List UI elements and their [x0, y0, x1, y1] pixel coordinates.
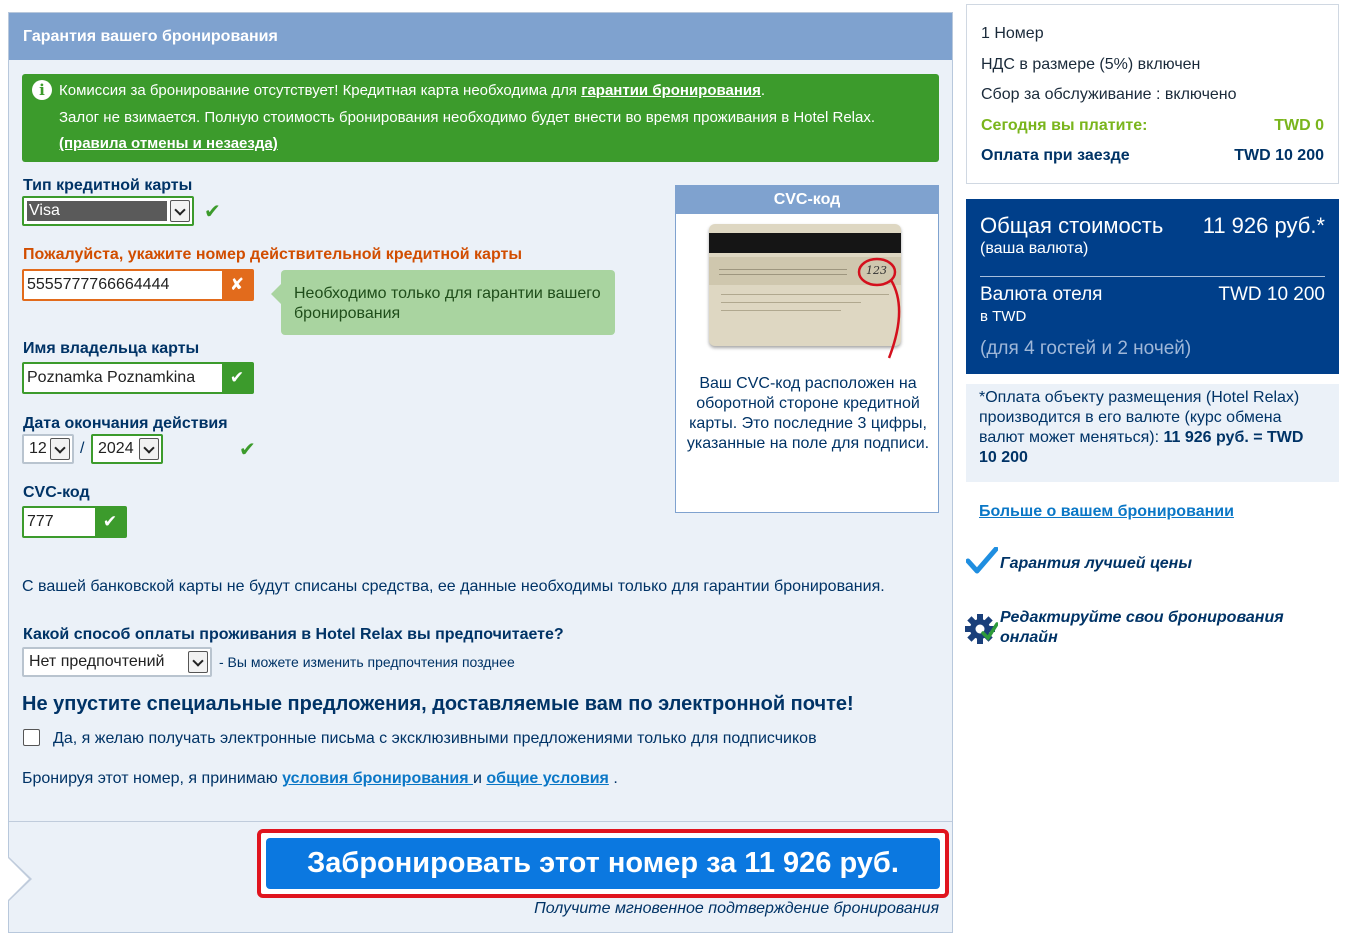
gear-check-icon — [964, 612, 998, 646]
cvc-label: CVC-код — [23, 484, 90, 501]
info-line-2: Залог не взимается. Полную стоимость бронирования необходимо будет внести во время проживания в Hotel Relax. — [59, 109, 876, 126]
card-number-input[interactable]: 5555777766664444 ✘ — [22, 269, 254, 301]
book-button-highlight — [257, 829, 949, 898]
booking-terms-link[interactable]: условия бронирования — [282, 770, 474, 787]
hotel-currency-value: TWD 10 200 — [1218, 284, 1325, 305]
info-line-1: Комиссия за бронирование отсутствует! Кредитная карта необходима для гарантии бронирования. — [59, 82, 766, 99]
expiry-year-select[interactable]: 2024 — [91, 434, 163, 464]
chevron-down-icon — [188, 651, 208, 673]
chevron-down-icon — [170, 200, 190, 222]
expiry-label: Дата окончания действия — [23, 415, 228, 432]
more-booking-info-link[interactable]: Больше о вашем бронировании — [979, 503, 1234, 520]
checkmark-icon — [966, 547, 998, 575]
hotel-currency-sub: в TWD — [980, 308, 1027, 325]
holder-name-input[interactable]: Poznamka Poznamkina ✔ — [22, 362, 254, 394]
expiry-month-select[interactable]: 12 — [22, 434, 74, 464]
price-summary — [966, 4, 1339, 184]
payment-preference-hint: - Вы можете изменить предпочтения позднее — [219, 654, 515, 670]
total-price-value: 11 926 руб.* — [1202, 213, 1325, 238]
card-type-select[interactable]: Visa — [22, 196, 194, 226]
service-fee-info: Сбор за обслуживание : включено — [981, 86, 1237, 103]
pay-today-row: Сегодня вы платите: TWD 0 — [981, 117, 1324, 134]
instant-confirmation-note: Получите мгновенное подтверждение бронирования — [534, 900, 939, 917]
currency-note: *Оплата объекту размещения (Hotel Relax) производится в его валюте (курс обмена валют может меняться): 11 926 руб. = TWD 10 200 — [966, 384, 1339, 482]
info-icon: i — [32, 80, 52, 100]
subscribe-label[interactable]: Да, я желаю получать электронные письма с эксклюзивными предложениями только для подписчиков — [53, 730, 817, 747]
promo-heading: Не упустите специальные предложения, доставляемые вам по электронной почте! — [22, 693, 854, 715]
card-number-tooltip: Необходимо только для гарантии вашего бронирования — [281, 270, 615, 335]
card-type-label: Тип кредитной карты — [23, 177, 193, 194]
card-number-label: Пожалуйста, укажите номер действительной кредитной карты — [23, 246, 522, 263]
holder-name-label: Имя владельца карты — [23, 340, 200, 357]
expiry-separator: / — [80, 440, 85, 457]
payment-preference-select[interactable]: Нет предпочтений — [22, 647, 212, 677]
holder-name-valid-icon: ✔ — [222, 364, 252, 392]
info-banner — [22, 74, 939, 162]
terms-line: Бронируя этот номер, я принимаю условия бронирования и общие условия . — [22, 770, 618, 787]
divider — [980, 276, 1325, 277]
guests-nights-info: (для 4 гостей и 2 ночей) — [980, 338, 1192, 359]
booking-guarantee-panel — [8, 12, 953, 933]
card-sample-cvc: 123 — [866, 264, 887, 277]
general-terms-link[interactable]: общие условия — [486, 770, 609, 787]
cvc-help-panel — [675, 185, 939, 513]
total-currency-note: (ваша валюта) — [980, 240, 1089, 257]
card-type-valid-icon: ✔ — [204, 201, 221, 223]
cvc-help-description: Ваш CVC-код расположен на оборотной стороне кредитной карты. Это последние 3 цифры, указанные на поле для подписи. — [686, 375, 930, 452]
cvc-highlight-circle-icon — [851, 252, 911, 364]
edit-booking-online: Редактируйте свои бронирования онлайн — [1000, 609, 1284, 646]
magnetic-stripe — [709, 233, 901, 253]
no-charge-note: С вашей банковской карты не будут списаны средства, ее данные необходимы только для гарантии бронирования. — [22, 578, 885, 595]
guarantee-link[interactable]: гарантии бронирования — [581, 82, 761, 99]
payment-preference-label: Какой способ оплаты проживания в Hotel Relax вы предпочитаете? — [23, 626, 564, 643]
total-price-label: Общая стоимость — [980, 213, 1164, 238]
chevron-down-icon — [50, 438, 70, 460]
cvc-valid-icon: ✔ — [95, 508, 125, 536]
cvc-input[interactable]: 777 ✔ — [22, 506, 127, 538]
best-price-guarantee: Гарантия лучшей цены — [1000, 555, 1192, 572]
cvc-help-title: CVC-код — [676, 186, 938, 214]
card-number-error-icon: ✘ — [222, 271, 252, 299]
hotel-currency-label: Валюта отеля — [980, 284, 1103, 305]
booking-footer — [9, 821, 952, 932]
pay-at-checkin-value: TWD 10 200 — [1234, 147, 1324, 164]
pay-at-checkin-row: Оплата при заезде TWD 10 200 — [981, 147, 1324, 164]
cancellation-policy-link[interactable]: (правила отмены и незаезда) — [59, 135, 278, 152]
vat-info: НДС в размере (5%) включен — [981, 56, 1201, 73]
pay-today-value: TWD 0 — [1274, 117, 1324, 134]
subscribe-checkbox[interactable] — [23, 729, 40, 746]
info-line-3 — [59, 135, 278, 152]
expiry-valid-icon: ✔ — [239, 439, 256, 461]
total-price-box — [966, 199, 1339, 374]
book-room-button[interactable]: Забронировать этот номер за 11 926 руб. — [266, 838, 940, 889]
panel-title: Гарантия вашего бронирования — [9, 13, 952, 60]
chevron-down-icon — [139, 438, 159, 460]
rooms-count: 1 Номер — [981, 25, 1044, 42]
